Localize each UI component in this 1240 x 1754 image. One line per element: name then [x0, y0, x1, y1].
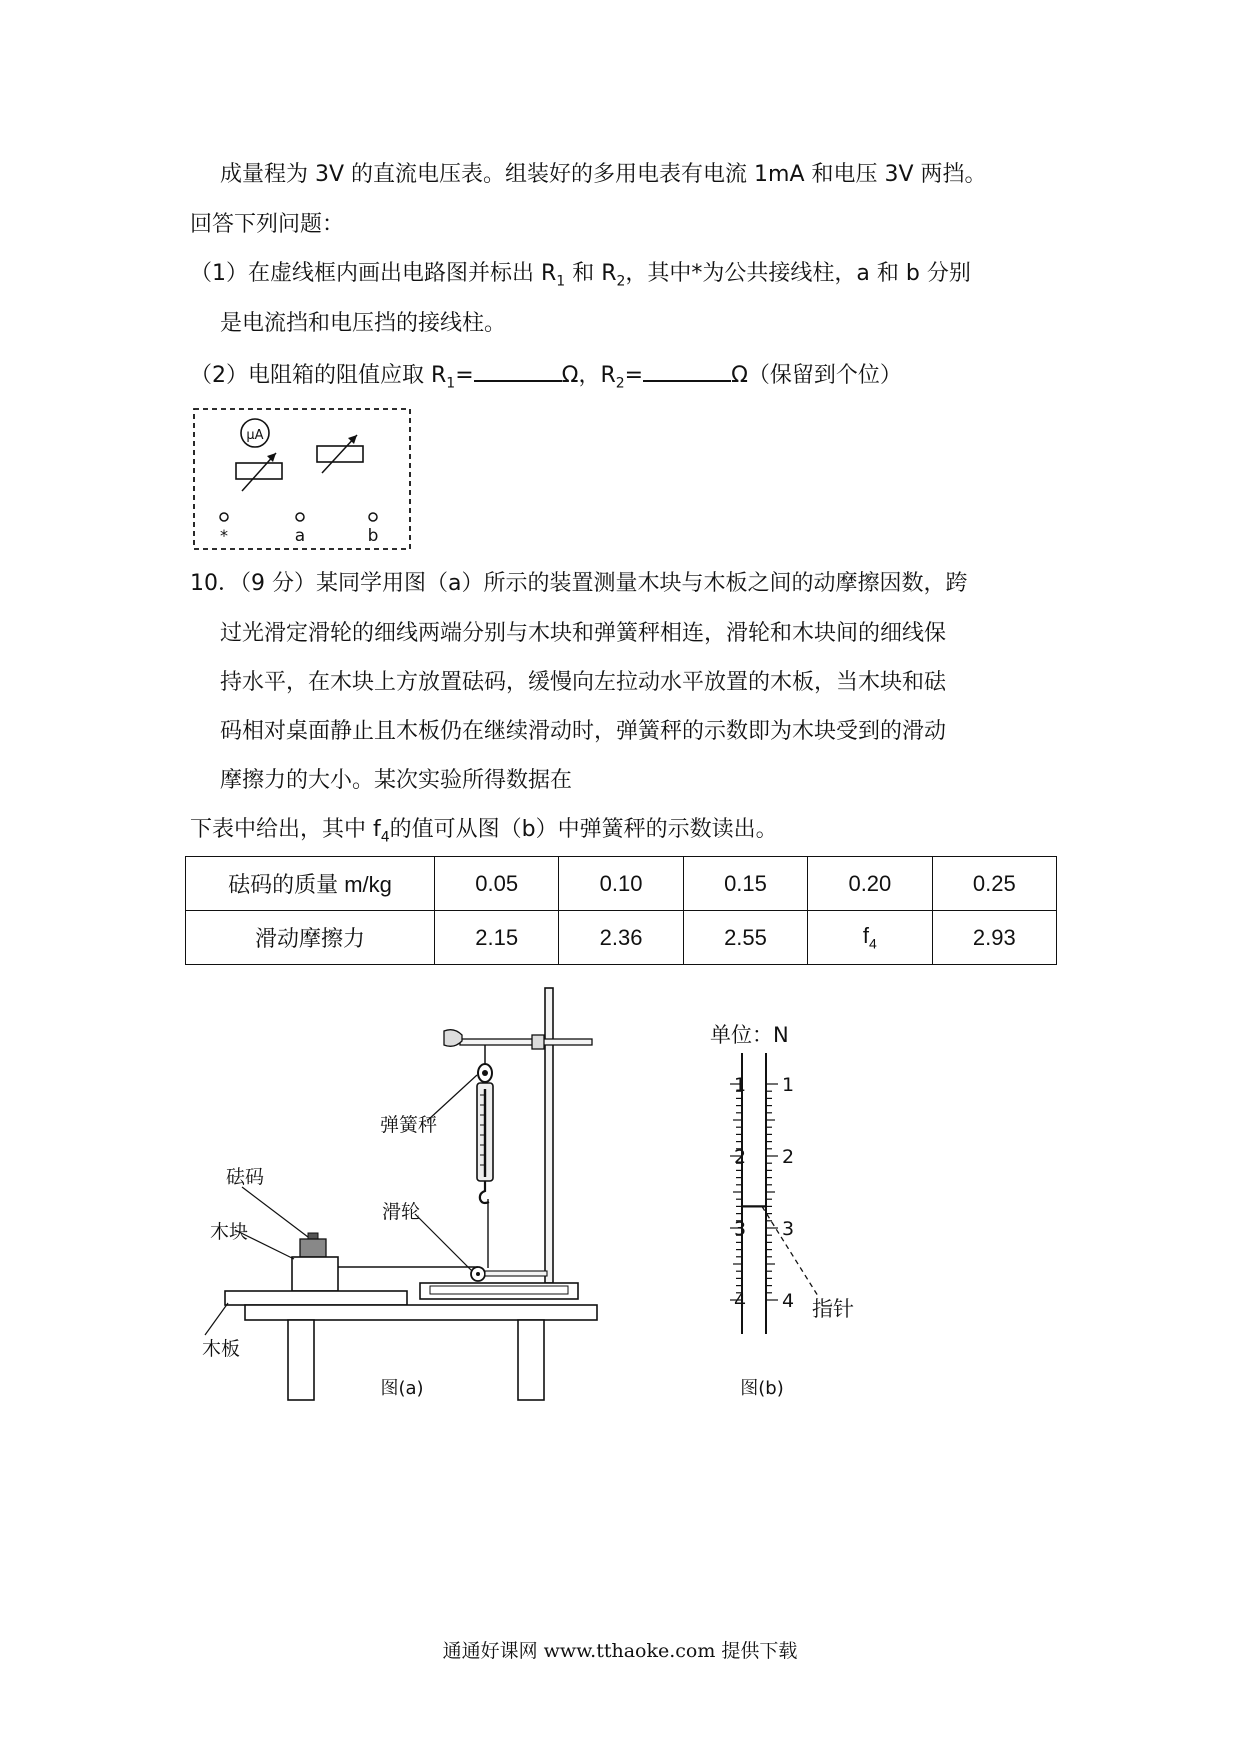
- terminal-common-label: *: [220, 526, 228, 545]
- r1-subscript: 1: [446, 375, 456, 392]
- q1-part-c: ，其中*为公共接线柱，a 和 b 分别: [625, 261, 971, 286]
- table-row: [186, 857, 1057, 911]
- terminal-a: [296, 513, 304, 521]
- scale-tick-labels: [734, 1074, 794, 1312]
- table-cell: 2.55: [683, 911, 807, 965]
- tick-label-right: 2: [782, 1146, 795, 1168]
- table-cell: 2.15: [435, 911, 559, 965]
- weight-cap: [308, 1233, 318, 1239]
- terminal-common: [220, 513, 228, 521]
- label-pulley: 滑轮: [382, 1201, 421, 1223]
- q10-line-6b: 的值可从图（b）中弹簧秤的示数读出。: [389, 817, 778, 842]
- leader-board: [205, 1303, 228, 1335]
- q10-line-2: 过光滑定滑轮的细线两端分别与木块和弹簧秤相连，滑轮和木块间的细线保: [220, 621, 947, 646]
- text-line-1: 成量程为 3V 的直流电压表。组装好的多用电表有电流 1mA 和电压 3V 两挡。: [220, 162, 987, 187]
- terminal-b-label: b: [367, 526, 379, 546]
- wooden-board: [225, 1291, 407, 1305]
- stand-pole: [545, 988, 553, 1283]
- weight-body: [300, 1239, 326, 1257]
- tick-label-left: 3: [734, 1218, 747, 1240]
- q10-line-6a: 下表中给出，其中 f: [190, 817, 381, 842]
- figure-a-apparatus: [180, 985, 620, 1405]
- q10-line-1: 10．（9 分）某同学用图（a）所示的装置测量木块与木板之间的动摩擦因数，跨: [190, 571, 968, 596]
- q2-part-a: （2）电阻箱的阻值应取 R: [190, 363, 447, 388]
- table-cell: 0.10: [559, 857, 683, 911]
- table-cell: 0.15: [683, 857, 807, 911]
- text-line-4: 是电流挡和电压挡的接线柱。: [220, 311, 507, 336]
- tick-label-left: 4: [734, 1290, 747, 1312]
- question-2: [190, 358, 902, 398]
- q2-part-e: Ω（保留到个位）: [731, 363, 902, 388]
- clamp-arm: [460, 1039, 592, 1045]
- table-leg-right: [518, 1320, 544, 1400]
- question-1: [190, 259, 971, 296]
- tick-label-right: 1: [782, 1074, 795, 1096]
- q2-part-b: =: [455, 363, 474, 388]
- table-cell: 0.05: [435, 857, 559, 911]
- circuit-box-diagram: [190, 405, 420, 555]
- text-line-2: 回答下列问题：: [190, 212, 345, 237]
- pulley-axle: [476, 1272, 480, 1276]
- table-cell: 0.20: [808, 857, 932, 911]
- tick-label-left: 1: [734, 1074, 747, 1096]
- unit-label: 单位：N: [710, 1023, 789, 1047]
- q10-line-6: [190, 815, 778, 852]
- terminal-a-label: a: [294, 526, 306, 546]
- table-cell: 2.36: [559, 911, 683, 965]
- clamp-screw: [532, 1035, 544, 1049]
- f4-cell-subscript: 4: [869, 935, 877, 952]
- r1-subscript: 1: [556, 273, 566, 290]
- label-spring-scale: 弹簧秤: [380, 1114, 438, 1136]
- table-row: [186, 911, 1057, 965]
- table-top: [245, 1305, 597, 1320]
- q2-part-c: Ω，R: [561, 363, 616, 388]
- r1-answer-blank[interactable]: [474, 358, 562, 382]
- r2-subscript: 2: [615, 375, 625, 392]
- q10-line-3: 持水平，在木块上方放置砝码，缓慢向左拉动水平放置的木板，当木块和砝: [220, 670, 947, 695]
- figure-a-caption: 图(a): [380, 1378, 424, 1399]
- friction-data-table: [185, 856, 1057, 965]
- q10-line-5: 摩擦力的大小。某次实验所得数据在: [220, 768, 573, 793]
- tick-label-right: 4: [782, 1290, 795, 1312]
- figure-b-scale: [690, 1018, 930, 1408]
- table-cell: 滑动摩擦力: [186, 911, 435, 965]
- figure-b-caption: 图(b): [740, 1378, 784, 1399]
- q10-line-4: 码相对桌面静止且木板仍在继续滑动时，弹簧秤的示数即为木块受到的滑动: [220, 719, 947, 744]
- table-cell: 0.25: [932, 857, 1056, 911]
- f4-subscript: 4: [380, 829, 390, 846]
- table-cell: [808, 911, 932, 965]
- terminal-b: [369, 513, 377, 521]
- pulley-rod: [485, 1271, 547, 1276]
- label-board: 木板: [202, 1338, 241, 1360]
- pointer-label: 指针: [812, 1297, 854, 1321]
- label-block: 木块: [210, 1221, 249, 1243]
- r2-answer-blank[interactable]: [643, 358, 731, 382]
- table-cell: 2.93: [932, 911, 1056, 965]
- label-weight: 砝码: [226, 1166, 265, 1188]
- table-leg-left: [288, 1320, 314, 1400]
- r2-subscript: 2: [616, 273, 626, 290]
- page-footer: 通通好课网 www.tthaoke.com 提供下载: [442, 1640, 798, 1662]
- microammeter-label: μA: [246, 428, 264, 443]
- f4-symbol: f: [862, 923, 870, 949]
- q1-part-a: （1）在虚线框内画出电路图并标出 R: [190, 261, 557, 286]
- clamp-head: [444, 1030, 462, 1047]
- leader-pulley: [415, 1214, 472, 1271]
- stand-base-plate: [430, 1286, 568, 1294]
- wooden-block: [292, 1257, 338, 1291]
- table-cell: 砝码的质量 m/kg: [186, 857, 435, 911]
- q1-part-b: 和 R: [565, 261, 617, 286]
- leader-weight: [242, 1187, 308, 1237]
- tick-label-left: 2: [734, 1146, 747, 1168]
- tick-label-right: 3: [782, 1218, 795, 1240]
- scale-ring-inner: [482, 1070, 488, 1076]
- q2-part-d: =: [624, 363, 644, 388]
- scale-tick-marks: [730, 1084, 778, 1300]
